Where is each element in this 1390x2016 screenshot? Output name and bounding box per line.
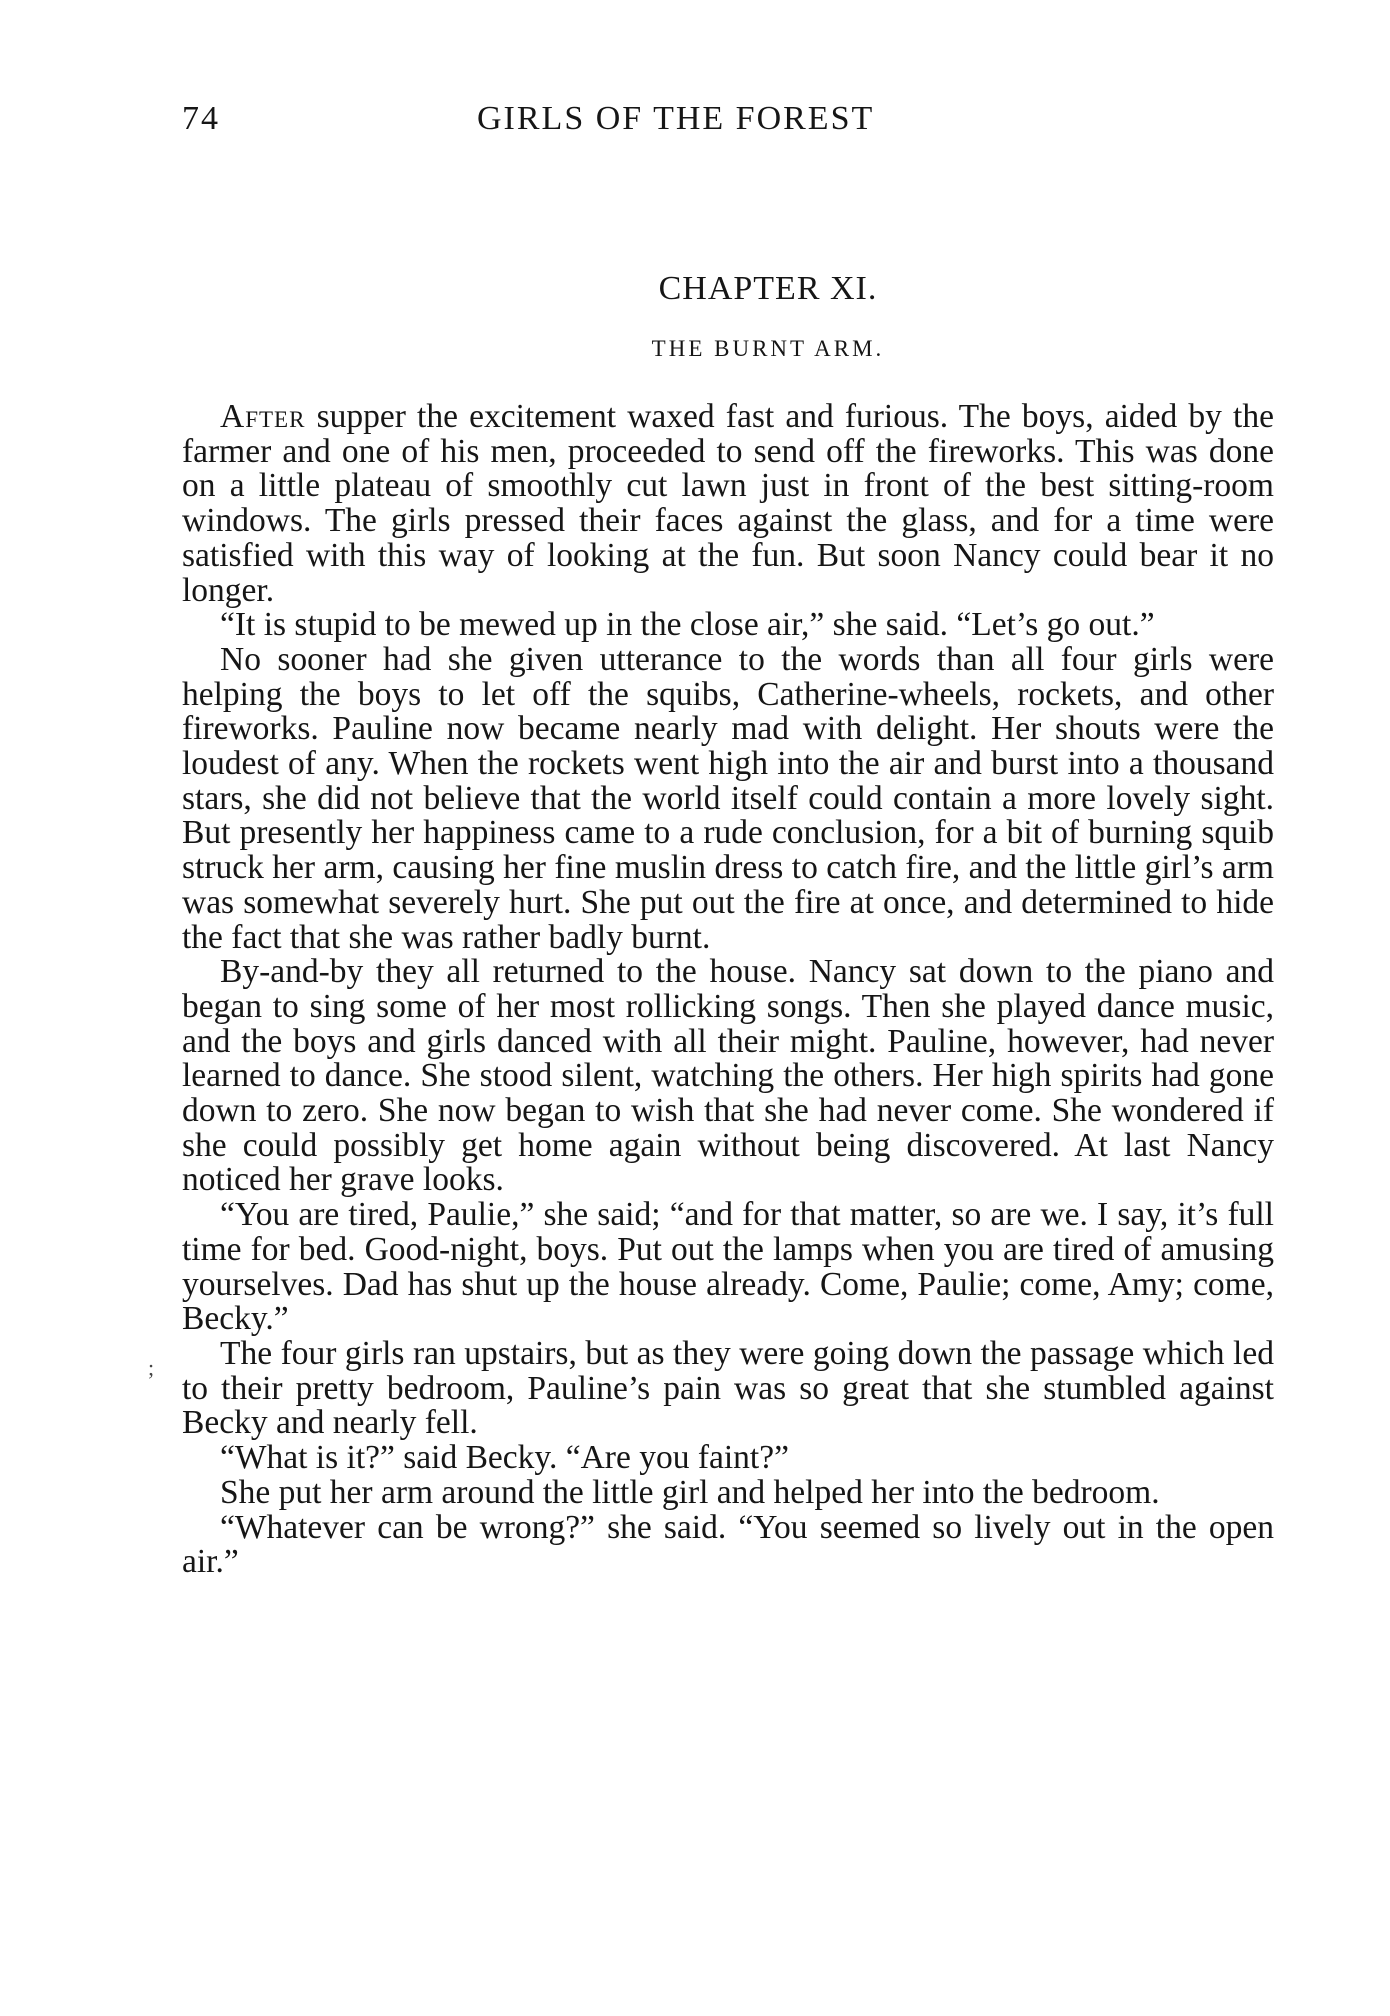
body-text <box>182 400 1274 1580</box>
paragraph-text: supper the excitement waxed fast and furious. The boys, aided by the farmer and one of his men, proceeded to send off the fireworks. This was done on a little plateau of smoothly cut lawn just in front of the best sitting-room windows. The girls pressed their faces against the glass, and for a time were satisfied with this way of looking at the fun. But soon Nancy could bear it no longer. <box>182 398 1274 609</box>
paragraph: By-and-by they all returned to the house. Nancy sat down to the piano and began to sing some of her most rollicking songs. Then she played dance music, and the boys and girls danced with all their might. Pauline, however, had never learned to dance. She stood silent, watching the others. Her high spirits had gone down to zero. She now began to wish that she had never come. She wondered if she could possibly get home again without being discovered. At last Nancy noticed her grave looks. <box>182 953 1274 1199</box>
running-title: GIRLS OF THE FOREST <box>477 100 875 137</box>
paragraph-lead-word: After <box>220 398 306 435</box>
paragraph: She put her arm around the little girl and helped her into the bedroom. <box>220 1473 1160 1511</box>
paragraph: The four girls ran upstairs, but as they were going down the passage which led to their pretty bedroom, Pauline’s pain was so great that she stumbled against Becky and nearly fell. <box>182 1334 1274 1442</box>
paragraph: “Whatever can be wrong?” she said. “You seemed so lively out in the open air.” <box>182 1508 1274 1581</box>
paragraph: “You are tired, Paulie,” she said; “and for that matter, so are we. I say, it’s full time for bed. Good-night, boys. Put out the lamps when you are tired of amusing yourselves. Dad has shut up the house already. Come, Paulie; come, Amy; come, Becky.” <box>182 1196 1274 1338</box>
paragraph <box>182 400 1274 608</box>
chapter-heading: CHAPTER XI. <box>658 270 878 307</box>
margin-speck: ; <box>148 1355 155 1380</box>
paragraph: No sooner had she given utterance to the words than all four girls were helping the boys to let off the squibs, Catherine-wheels, rockets, and other fireworks. Pauline now became nearly mad with delight. Her shouts were the loudest of any. When the rockets went high into the air and burst into a thousand stars, she did not believe that the world itself could contain a more lovely sight. But presently her happiness came to a rude conclusion, for a bit of burning squib struck her arm, causing her fine muslin dress to catch fire, and the little girl’s arm was somewhat severely hurt. She put out the fire at once, and determined to hide the fact that she was rather badly burnt. <box>182 640 1274 956</box>
paragraph: “It is stupid to be mewed up in the close air,” she said. “Let’s go out.” <box>220 606 1155 644</box>
chapter-subtitle: THE BURNT ARM. <box>651 336 885 361</box>
page-number: 74 <box>182 100 220 137</box>
book-page <box>182 100 1274 1580</box>
running-head <box>182 100 1274 150</box>
paragraph: “What is it?” said Becky. “Are you faint?” <box>220 1439 789 1477</box>
